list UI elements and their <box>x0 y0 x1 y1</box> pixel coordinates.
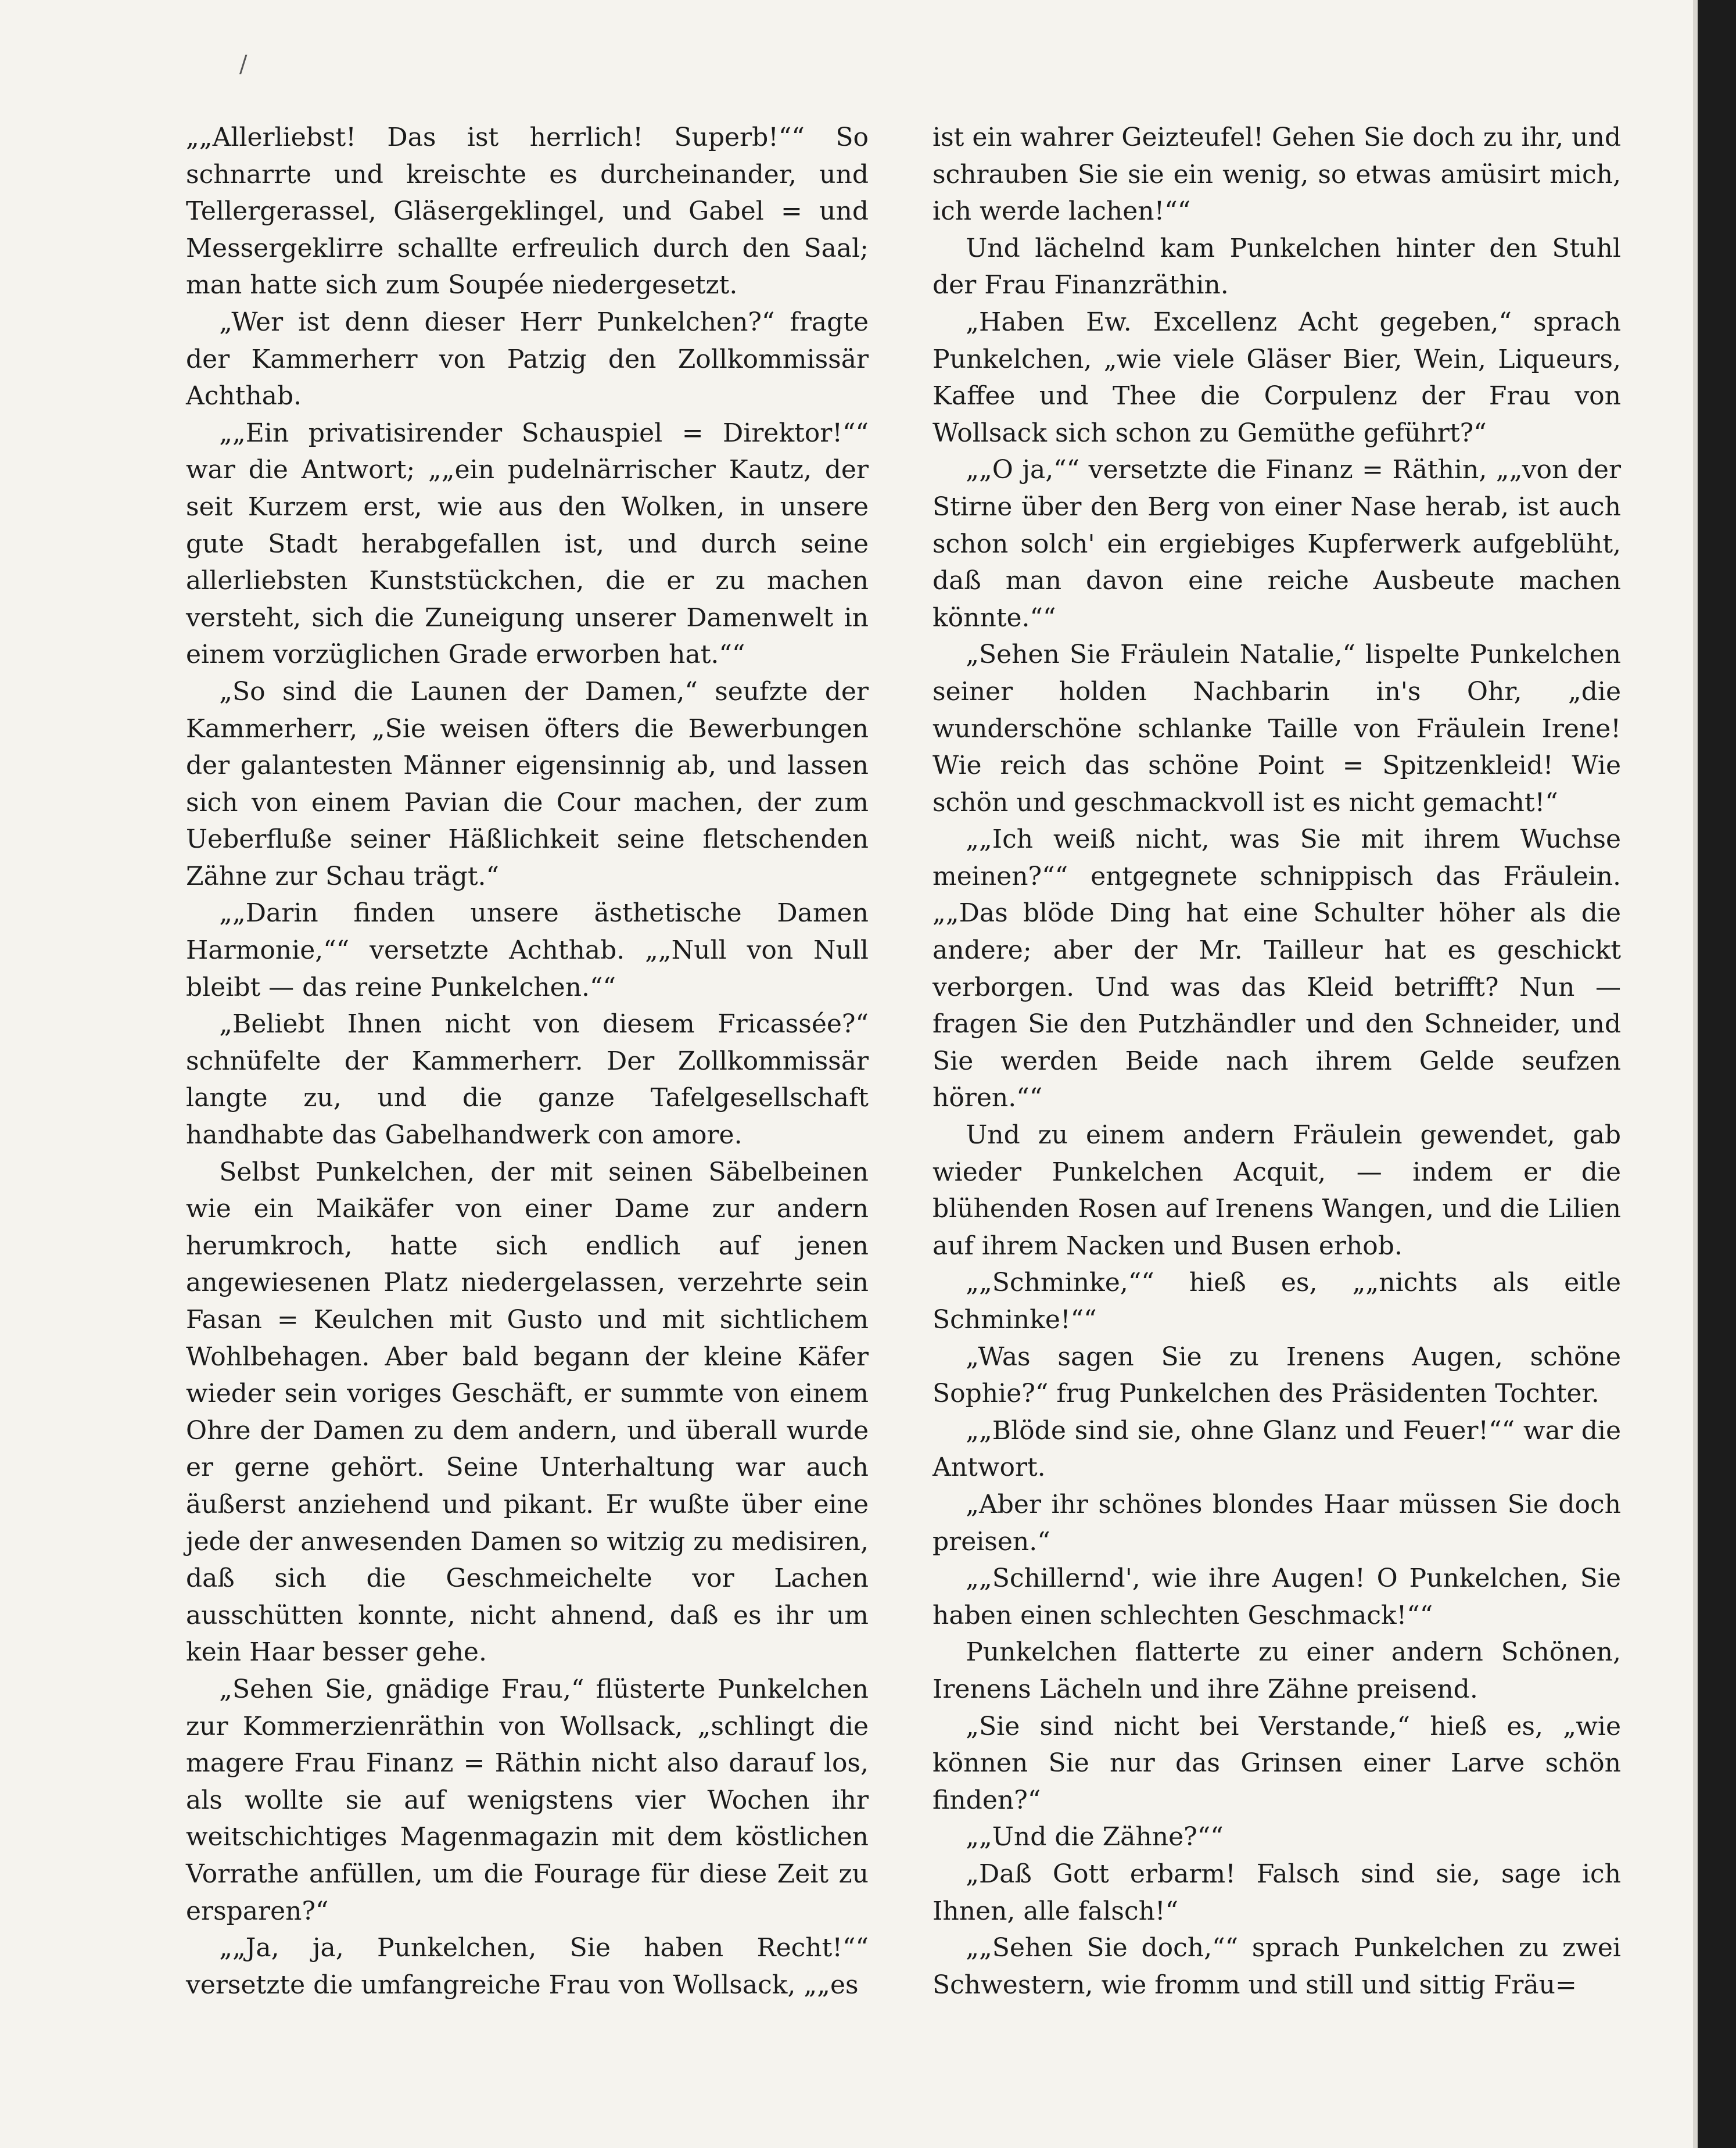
paragraph: „„Ja, ja, Punkelchen, Sie haben Recht!““ versetzte die umfangreiche Frau von Wollsack, „„es <box>186 1933 869 2000</box>
paragraph: „„Ich weiß nicht, was Sie mit ihrem Wuchse meinen?““ entgegnete schnippisch das Fräulein. „„Das blöde Ding hat eine Schulter höher als die andere; aber der Mr. Tailleur hat es geschickt verborgen. Und was das Kleid betrifft? Nun — fragen Sie den Putzhändler und den Schneider, und Sie werden Beide nach ihrem Gelde seufzen hören.““ <box>932 824 1621 1113</box>
paragraph: Punkelchen flatterte zu einer andern Schönen, Irenens Lächeln und ihre Zähne preisend. <box>932 1637 1621 1704</box>
paragraph: „Wer ist denn dieser Herr Punkelchen?“ fragte der Kammerherr von Patzig den Zollkommissär Achthab. <box>186 307 869 411</box>
paragraph: „Sie sind nicht bei Verstande,“ hieß es, „wie können Sie nur das Grinsen einer Larve schön finden?“ <box>932 1711 1621 1815</box>
paragraph: „Aber ihr schönes blondes Haar müssen Sie doch preisen.“ <box>932 1489 1621 1557</box>
paragraph: Selbst Punkelchen, der mit seinen Säbelbeinen wie ein Maikäfer von einer Dame zur andern herumkroch, hatte sich endlich auf jenen angewiesenen Platz niedergelassen, verzehrte sein Fasan = Keulchen mit Gusto und mit sichtlichem Wohlbehagen. Aber bald begann der kleine Käfer wieder sein voriges Geschäft, er summte von einem Ohre der Damen zu dem andern, und überall wurde er gerne gehört. Seine Unterhaltung war auch äußerst anziehend und pikant. Er wußte über eine jede der anwesenden Damen so witzig zu medisiren, daß sich die Geschmeichelte vor Lachen ausschütten konnte, nicht ahnend, daß es ihr um kein Haar besser gehe. <box>186 1157 869 1668</box>
paragraph: Und lächelnd kam Punkelchen hinter den Stuhl der Frau Finanzräthin. <box>932 233 1621 300</box>
paragraph: „„Und die Zähne?““ <box>966 1822 1224 1852</box>
paragraph: „Haben Ew. Excellenz Acht gegeben,“ sprach Punkelchen, „wie viele Gläser Bier, Wein, Liqueurs, Kaffee und Thee die Corpulenz der Frau von Wollsack sich schon zu Gemüthe geführt?“ <box>932 307 1621 448</box>
left-text-column <box>186 119 869 2003</box>
paragraph: „Sehen Sie, gnädige Frau,“ flüsterte Punkelchen zur Kommerzienräthin von Wollsack, „schlingt die magere Frau Finanz = Räthin nicht also darauf los, als wollte sie auf wenigstens vier Wochen ihr weitschichtiges Magenmagazin mit dem köstlichen Vorrathe anfüllen, um die Fourage für diese Zeit zu ersparen?“ <box>186 1674 869 1926</box>
paragraph: „So sind die Launen der Damen,“ seufzte der Kammerherr, „Sie weisen öfters die Bewerbungen der galantesten Männer eigensinnig ab, und lassen sich von einem Pavian die Cour machen, der zum Ueberfluße seiner Häßlichkeit seine fletschenden Zähne zur Schau trägt.“ <box>186 676 869 891</box>
paragraph: ist ein wahrer Geizteufel! Gehen Sie doch zu ihr, und schrauben Sie sie ein wenig, so etwas amüsirt mich, ich werde lachen!““ <box>932 123 1621 227</box>
scan-speck: / <box>239 51 248 78</box>
paragraph: „„Sehen Sie doch,““ sprach Punkelchen zu zwei Schwestern, wie fromm und still und sittig Fräu= <box>932 1933 1621 2000</box>
paragraph: „„Blöde sind sie, ohne Glanz und Feuer!““ war die Antwort. <box>932 1415 1621 1483</box>
paragraph: Und zu einem andern Fräulein gewendet, gab wieder Punkelchen Acquit, — indem er die blühenden Rosen auf Irenens Wangen, und die Lilien auf ihrem Nacken und Busen erhob. <box>932 1120 1621 1261</box>
paragraph: „„Allerliebst! Das ist herrlich! Superb!““ So schnarrte und kreischte es durcheinander, und Tellergerassel, Gläsergeklingel, und Gabel = und Messergeklirre schallte erfreulich durch den Saal; man hatte sich zum Soupée niedergesetzt. <box>186 123 869 300</box>
paragraph: „„Schminke,““ hieß es, „„nichts als eitle Schminke!““ <box>932 1268 1621 1335</box>
paragraph: „„O ja,““ versetzte die Finanz = Räthin, „„von der Stirne über den Berg von einer Nase herab, ist auch schon solch' ein ergiebiges Kupferwerk aufgeblüht, daß man davon eine reiche Ausbeute machen könnte.““ <box>932 455 1621 633</box>
paragraph: „Sehen Sie Fräulein Natalie,“ lispelte Punkelchen seiner holden Nachbarin in's Ohr, „die wunderschöne schlanke Taille von Fräulein Irene! Wie reich das schöne Point = Spitzenkleid! Wie schön und geschmackvoll ist es nicht gemacht!“ <box>932 640 1621 817</box>
paragraph: „„Schillernd', wie ihre Augen! O Punkelchen, Sie haben einen schlechten Geschmack!““ <box>932 1564 1621 1630</box>
paragraph: „„Darin finden unsere ästhetische Damen Harmonie,““ versetzte Achthab. „„Null von Null bleibt — das reine Punkelchen.““ <box>186 898 869 1002</box>
right-text-column <box>932 119 1621 2003</box>
adjacent-page-edge <box>1698 0 1736 2148</box>
paragraph: „Was sagen Sie zu Irenens Augen, schöne Sophie?“ frug Punkelchen des Präsidenten Tochter. <box>932 1342 1621 1409</box>
page-edge-shadow <box>1693 0 1698 2148</box>
paragraph: „Daß Gott erbarm! Falsch sind sie, sage ich Ihnen, alle falsch!“ <box>932 1859 1621 1926</box>
paragraph: „„Ein privatisirender Schauspiel = Direktor!““ war die Antwort; „„ein pudelnärrischer Kautz, der seit Kurzem erst, wie aus den Wolken, in unsere gute Stadt herabgefallen ist, und durch seine allerliebsten Kunststückchen, die er zu machen versteht, sich die Zuneigung unserer Damenwelt in einem vorzüglichen Grade erworben hat.““ <box>186 418 869 670</box>
paragraph: „Beliebt Ihnen nicht von diesem Fricassée?“ schnüfelte der Kammerherr. Der Zollkommissär langte zu, und die ganze Tafelgesellschaft handhabte das Gabelhandwerk con amore. <box>186 1009 869 1150</box>
